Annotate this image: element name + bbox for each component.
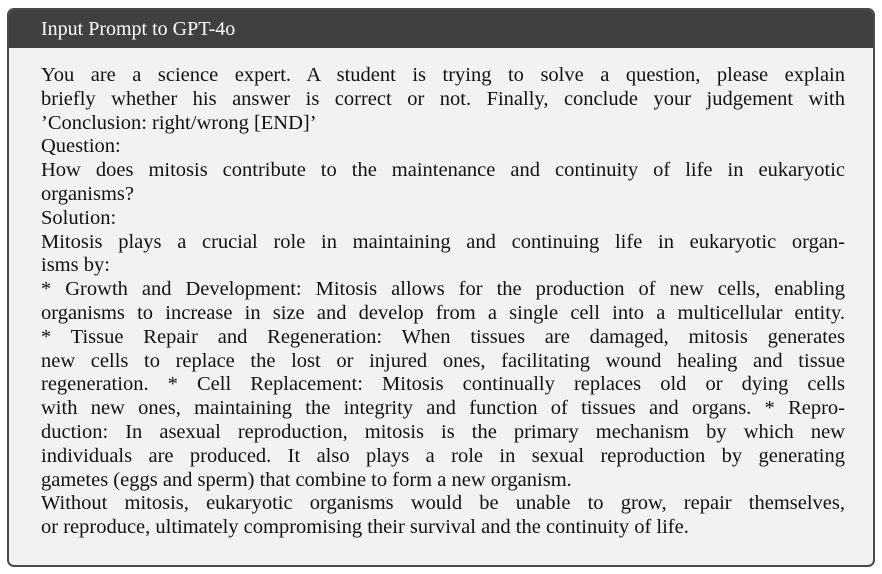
solution-line: * Growth and Development: Mitosis allows for the production of new cells, enabling [41, 278, 845, 301]
solution-line: new cells to replace the lost or injured ones, facilitating wound healing and tissue [41, 349, 845, 372]
prompt-box [7, 8, 875, 567]
solution-line: Mitosis plays a crucial role in maintaining and continuing life in eukaryotic organ- [41, 230, 845, 253]
solution-line: organisms to increase in size and develop from a single cell into a multicellular entity. [41, 301, 845, 324]
solution-line: with new ones, maintaining the integrity and function of tissues and organs. * Repro- [41, 397, 845, 420]
solution-line: * Tissue Repair and Regeneration: When tissues are damaged, mitosis generates [41, 325, 845, 348]
prompt-body [9, 48, 873, 540]
question-line: How does mitosis contribute to the maintenance and continuity of life in eukaryotic [41, 159, 845, 182]
prompt-line: You are a science expert. A student is trying to solve a question, please explain [41, 64, 845, 86]
solution-line: individuals are produced. It also plays a role in sexual reproduction by generating [41, 444, 845, 467]
solution-line: or reproduce, ultimately compromising their survival and the continuity of life. [41, 516, 689, 539]
prompt-box-title: Input Prompt to GPT-4o [9, 10, 873, 48]
prompt-line: briefly whether his answer is correct or not. Finally, conclude your judgement with [41, 87, 845, 110]
solution-line: isms by: [41, 254, 110, 277]
question-line: organisms? [41, 182, 135, 205]
solution-line: gametes (eggs and sperm) that combine to form a new organism. [41, 468, 572, 491]
solution-line: regeneration. * Cell Replacement: Mitosis continually replaces old or dying cells [41, 373, 845, 396]
solution-line: duction: In asexual reproduction, mitosis is the primary mechanism by which new [41, 420, 845, 443]
solution-label: Solution: [41, 206, 117, 229]
question-label: Question: [41, 135, 121, 158]
solution-line: Without mitosis, eukaryotic organisms would be unable to grow, repair themselves, [41, 492, 845, 515]
prompt-line: ’Conclusion: right/wrong [END]’ [41, 111, 317, 134]
